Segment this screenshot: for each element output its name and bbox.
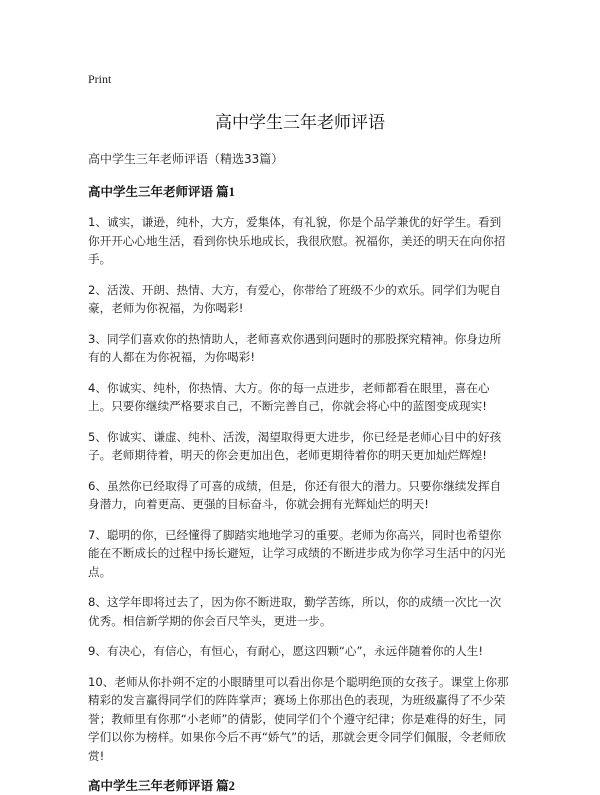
paragraph: 2、活泼、开朗、热情、大方，有爱心，你带给了班级不少的欢乐。同学们为呢自豪，老师为你祝福，为你喝彩! [88,282,502,315]
paragraph: 4、你诚实、纯朴，你热情、大方。你的每一点进步，老师都看在眼里，喜在心上。只要你继续严格要求自己，不断完善自己，你就会将心中的蓝图变成现实! [88,380,490,413]
paragraph: 3、同学们喜欢你的热情助人，老师喜欢你遇到问题时的那股探究精神。你身边所有的人都在为你祝福，为你喝彩! [88,331,502,364]
section-heading: 高中学生三年老师评语 篇1 [88,185,235,199]
paragraph: 10、老师从你扑朔不定的小眼睛里可以看出你是个聪明绝顶的女孩子。课堂上你那精彩的发言赢得同学们的阵阵掌声；赛场上你那出色的表现，为班级赢得了不少荣誉；教师里有你那“小老师”的倩影，使同学们个个遵守纪律；你是难得的好生，同学们以你为榜样。如果你今后不再“娇气”的话，那就会更令同学们佩服，令老师欣赏! [88,674,509,763]
page-title: 高中学生三年老师评语 [215,113,385,133]
paragraph: 8、这学年即将过去了，因为你不断进取，勤学苦练，所以，你的成绩一次比一次优秀。相信新学期的你会百尺竿头，更进一步。 [88,595,502,628]
paragraph: 9、有决心，有信心，有恒心，有耐心，愿这四颗“心”，永远伴随着你的人生! [88,644,484,658]
paragraph: 7、聪明的你，已经懂得了脚踏实地地学习的重要。老师为你高兴，同时也希望你能在不断成长的过程中扬长避短，让学习成绩的不断进步成为你学习生活中的闪光点。 [88,527,506,579]
paragraph: 6、虽然你已经取得了可喜的成绩，但是，你还有很大的潜力。只要你继续发挥自身潜力，向着更高、更强的目标奋斗，你就会拥有光辉灿烂的明天! [88,478,502,511]
paragraph: 1、诚实，谦逊，纯朴，大方，爱集体，有礼貌，你是个品学兼优的好学生。看到你开开心心地生活，看到你快乐地成长，我很欣慰。祝福你，美还的明天在向你招手。 [88,215,506,266]
section-2 [88,777,512,795]
print-link[interactable]: Print [88,72,112,86]
paragraph: 5、你诚实、谦虚、纯朴、活泼，渴望取得更大进步，你已经是老师心目中的好孩子。老师期待着，明天的你会更加出色，老师更期待着你的明天更加灿烂辉煌! [88,429,502,462]
document-subtitle: 高中学生三年老师评语（精选33篇） [88,152,284,166]
section-1 [88,183,512,765]
section-heading: 高中学生三年老师评语 篇2 [88,779,235,793]
